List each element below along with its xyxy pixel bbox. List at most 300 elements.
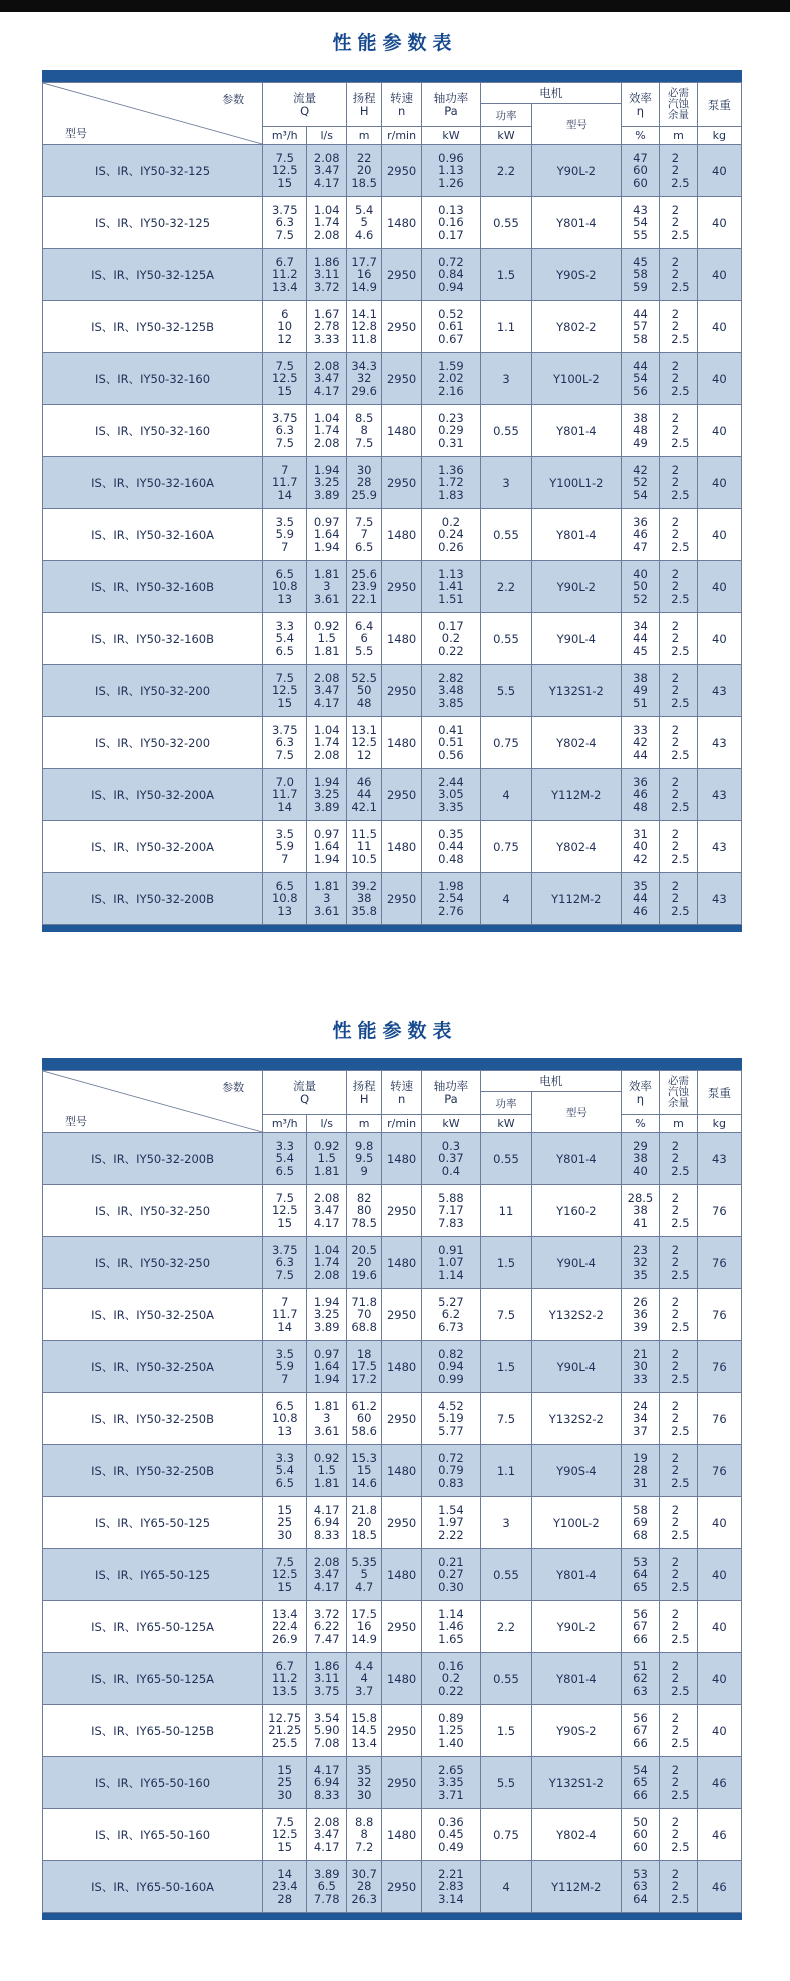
model-cell: IS、IR、IY65-50-125B [43, 1705, 263, 1757]
flow-ls-cell [307, 1341, 347, 1393]
motor-power-cell: 2.2 [480, 1601, 531, 1653]
head-cell-value: 32 [356, 371, 372, 385]
flow-m3h-cell [263, 197, 307, 249]
head-cell [347, 1133, 382, 1185]
weight-cell: 46 [697, 1757, 741, 1809]
head-cell-value: 28 [356, 475, 372, 489]
flow-m3h-cell [263, 613, 307, 665]
flow-m3h-cell-value: 25 [277, 1515, 293, 1529]
motor-model-cell: Y801-4 [532, 405, 622, 457]
npsh-cell-value: 2 [671, 1515, 680, 1529]
shaft-power-cell [421, 1601, 480, 1653]
shaft-power-cell [421, 249, 480, 301]
shaft-power-cell-value: 0.21 [438, 1554, 464, 1569]
efficiency-cell-value: 31 [633, 1475, 648, 1490]
flow-ls-cell-value: 2.08 [313, 435, 340, 450]
motor-power-cell: 3 [480, 457, 531, 509]
shaft-power-cell-value: 0.79 [438, 1463, 464, 1477]
head-cell-value: 80 [356, 1203, 372, 1217]
flow-m3h-cell-value: 13 [277, 591, 293, 606]
shaft-power-cell-value: 1.65 [438, 1631, 464, 1646]
head-cell-value: 15.3 [351, 1450, 377, 1465]
head-cell-value: 60 [356, 1411, 372, 1425]
shaft-power-cell-value: 0.22 [438, 1683, 464, 1698]
motor-model-cell: Y160-2 [532, 1185, 622, 1237]
flow-ls-cell-value: 4.17 [313, 695, 340, 710]
flow-m3h-cell-value: 3.3 [275, 618, 294, 633]
flow-m3h-cell [263, 1497, 307, 1549]
flow-ls-cell-value: 4.17 [313, 1215, 340, 1230]
npsh-cell-value: 2.5 [671, 1163, 690, 1178]
efficiency-cell-value: 35 [633, 878, 648, 893]
flow-m3h-cell-value: 12.5 [271, 163, 298, 177]
head-cell-value: 11.8 [351, 331, 377, 346]
shaft-power-cell-value: 0.27 [438, 1567, 464, 1581]
motor-power-cell: 4 [480, 873, 531, 925]
speed-cell: 2950 [382, 1705, 422, 1757]
npsh-cell-value: 2 [671, 163, 680, 177]
model-cell: IS、IR、IY65-50-125 [43, 1497, 263, 1549]
top-black-bar [0, 0, 790, 12]
speed-cell: 2950 [382, 1393, 422, 1445]
motor-model-cell: Y802-4 [532, 821, 622, 873]
table-row [43, 197, 742, 249]
npsh-cell-value: 2.5 [671, 331, 690, 346]
flow-m3h-cell-value: 3.3 [275, 1138, 294, 1153]
flow-m3h-cell [263, 301, 307, 353]
motor-model-cell: Y112M-2 [532, 1861, 622, 1913]
weight-cell: 43 [697, 717, 741, 769]
npsh-cell-value: 2 [671, 826, 680, 841]
shaft-power-cell-value: 0.17 [438, 618, 464, 633]
shaft-power-cell-value: 4.52 [438, 1398, 464, 1413]
head-cell-value: 8 [360, 423, 368, 437]
npsh-cell-value: 2.5 [671, 1215, 690, 1230]
flow-ls-cell-value: 1.64 [313, 839, 340, 853]
flow-ls-cell-value: 2.08 [313, 1554, 340, 1569]
npsh-cell-value: 2.5 [671, 1579, 690, 1594]
flow-ls-cell-value: 1.86 [313, 254, 340, 269]
flow-m3h-cell-value: 6.7 [275, 1658, 294, 1673]
efficiency-header: 效率 η [621, 83, 660, 127]
shaft-power-cell-value: 2.76 [438, 903, 464, 918]
efficiency-cell-value: 58 [633, 1502, 648, 1517]
flow-m3h-cell [263, 509, 307, 561]
weight-cell: 40 [697, 1601, 741, 1653]
flow-ls-cell-value: 4.17 [313, 1762, 340, 1777]
efficiency-cell-value: 44 [633, 747, 648, 762]
speed-cell: 2950 [382, 457, 422, 509]
flow-m3h-cell-value: 6.5 [275, 878, 294, 893]
flow-ls-cell-value: 1.64 [313, 527, 340, 541]
head-cell-value: 25.6 [351, 566, 377, 581]
flow-ls-cell-value: 0.92 [313, 1450, 340, 1465]
model-cell: IS、IR、IY50-32-160A [43, 457, 263, 509]
motor-power-cell: 1.1 [480, 1445, 531, 1497]
unit-motor-power: kW [480, 1115, 531, 1133]
shaft-power-cell [421, 1861, 480, 1913]
shaft-power-cell-value: 1.13 [438, 163, 464, 177]
efficiency-cell-value: 31 [633, 826, 648, 841]
flow-ls-cell-value: 4.17 [313, 1839, 340, 1854]
npsh-cell [660, 145, 697, 197]
unit-npsh: m [660, 127, 697, 145]
efficiency-cell-value: 67 [633, 1723, 648, 1737]
npsh-cell [660, 1757, 697, 1809]
flow-m3h-cell-value: 7.5 [275, 747, 294, 762]
npsh-cell-value: 2 [671, 1762, 680, 1777]
flow-m3h-cell [263, 821, 307, 873]
flow-ls-cell-value: 1.94 [313, 1371, 340, 1386]
npsh-cell-value: 2 [671, 683, 680, 697]
head-cell-value: 32 [356, 1775, 372, 1789]
npsh-cell-value: 2 [671, 1502, 680, 1517]
npsh-cell-value: 2.5 [671, 903, 690, 918]
flow-m3h-cell-value: 12 [277, 331, 293, 346]
shaft-power-cell-value: 0.94 [438, 279, 464, 294]
flow-ls-cell-value: 3.47 [313, 1203, 340, 1217]
motor-power-cell: 1.1 [480, 301, 531, 353]
head-cell-value: 20 [356, 1255, 372, 1269]
npsh-cell-value: 2 [671, 566, 680, 581]
head-cell-value: 19.6 [351, 1267, 377, 1282]
flow-m3h-cell-value: 5.4 [275, 1151, 294, 1165]
motor-model-header: 型号 [532, 104, 622, 145]
head-cell-value: 6 [360, 631, 368, 645]
motor-model-cell: Y802-4 [532, 1809, 622, 1861]
npsh-cell-value: 2 [671, 1450, 680, 1465]
flow-m3h-cell-value: 7.5 [275, 1814, 294, 1829]
npsh-cell-value: 2.5 [671, 643, 690, 658]
shaft-power-cell-value: 0.49 [438, 1839, 464, 1854]
head-cell [347, 1289, 382, 1341]
flow-ls-cell-value: 1.5 [317, 1463, 336, 1477]
head-cell-value: 18.5 [351, 175, 377, 190]
weight-cell: 40 [697, 353, 741, 405]
shaft-power-cell [421, 613, 480, 665]
flow-ls-cell-value: 3.25 [313, 475, 340, 489]
shaft-power-cell-value: 0.3 [441, 1138, 461, 1153]
npsh-cell [660, 1497, 697, 1549]
npsh-header: 必需汽蚀余量 [660, 83, 697, 127]
flow-m3h-cell-value: 12.5 [271, 371, 298, 385]
npsh-cell [660, 873, 697, 925]
table-row [43, 1133, 742, 1185]
speed-cell: 2950 [382, 1185, 422, 1237]
speed-cell: 1480 [382, 509, 422, 561]
flow-m3h-cell-value: 3.5 [275, 826, 294, 841]
table-row [43, 145, 742, 197]
npsh-cell [660, 301, 697, 353]
flow-m3h-cell-value: 3.75 [271, 722, 298, 737]
flow-ls-cell-value: 4.17 [313, 1502, 340, 1517]
npsh-cell-value: 2 [671, 1307, 680, 1321]
shaft-power-cell-value: 1.41 [438, 579, 464, 593]
flow-m3h-cell-value: 7.5 [275, 1267, 294, 1282]
npsh-cell-value: 2 [671, 1463, 680, 1477]
head-cell [347, 665, 382, 717]
efficiency-cell-value: 52 [633, 475, 648, 489]
table-row [43, 1861, 742, 1913]
efficiency-cell-value: 29 [633, 1138, 648, 1153]
head-cell-value: 7.5 [355, 435, 374, 450]
efficiency-cell-value: 38 [633, 1151, 648, 1165]
spec-section-1 [0, 12, 790, 932]
speed-cell: 2950 [382, 1289, 422, 1341]
motor-model-header: 型号 [532, 1092, 622, 1133]
flow-ls-cell-value: 8.33 [313, 1527, 340, 1542]
flow-m3h-cell-value: 6.5 [275, 643, 294, 658]
head-cell-value: 12.8 [351, 319, 377, 333]
efficiency-cell-value: 41 [633, 1215, 648, 1230]
head-cell-value: 58.6 [351, 1423, 377, 1438]
shaft-power-cell [421, 1445, 480, 1497]
shaft-power-cell [421, 1341, 480, 1393]
flow-ls-cell-value: 2.08 [313, 670, 340, 685]
speed-cell: 2950 [382, 145, 422, 197]
efficiency-cell-value: 56 [633, 383, 648, 398]
head-cell-value: 14.6 [351, 1475, 377, 1490]
flow-m3h-cell-value: 5.4 [275, 631, 294, 645]
flow-m3h-cell-value: 7 [281, 1294, 289, 1309]
speed-cell: 1480 [382, 1133, 422, 1185]
motor-model-cell: Y90L-4 [532, 613, 622, 665]
weight-cell: 76 [697, 1341, 741, 1393]
head-cell-value: 6.4 [355, 618, 374, 633]
efficiency-cell-value: 60 [633, 175, 648, 190]
shaft-power-cell-value: 3.85 [438, 695, 464, 710]
shaft-power-cell [421, 1133, 480, 1185]
npsh-cell-value: 2 [671, 1710, 680, 1725]
npsh-cell-value: 2 [671, 1151, 680, 1165]
efficiency-cell-value: 55 [633, 227, 648, 242]
npsh-cell-value: 2 [671, 1190, 680, 1205]
motor-model-cell: Y801-4 [532, 1133, 622, 1185]
shaft-power-cell [421, 1653, 480, 1705]
flow-ls-cell-value: 6.94 [313, 1515, 340, 1529]
head-cell-value: 4.7 [355, 1579, 374, 1594]
table-row [43, 1757, 742, 1809]
flow-ls-cell-value: 1.94 [313, 462, 340, 477]
table-row [43, 1185, 742, 1237]
motor-model-cell: Y90L-4 [532, 1341, 622, 1393]
flow-m3h-cell-value: 28 [277, 1891, 293, 1906]
npsh-cell [660, 249, 697, 301]
shaft-power-cell-value: 0.67 [438, 331, 464, 346]
weight-cell: 46 [697, 1809, 741, 1861]
motor-power-cell: 7.5 [480, 1393, 531, 1445]
flow-ls-cell [307, 457, 347, 509]
head-cell [347, 405, 382, 457]
model-cell: IS、IR、IY65-50-125A [43, 1601, 263, 1653]
efficiency-cell-value: 36 [633, 514, 648, 529]
flow-ls-cell [307, 197, 347, 249]
unit-flow-ls: l/s [307, 127, 347, 145]
table-row [43, 509, 742, 561]
npsh-cell [660, 1549, 697, 1601]
shaft-power-cell [421, 405, 480, 457]
efficiency-cell-value: 66 [633, 1735, 648, 1750]
head-cell-value: 71.8 [351, 1294, 377, 1309]
efficiency-cell-value: 42 [633, 851, 648, 866]
npsh-cell-value: 2 [671, 475, 680, 489]
efficiency-cell [621, 1601, 660, 1653]
flow-ls-cell-value: 0.97 [313, 1346, 340, 1361]
shaft-power-cell [421, 509, 480, 561]
npsh-cell [660, 1393, 697, 1445]
efficiency-cell [621, 509, 660, 561]
head-cell [347, 561, 382, 613]
flow-m3h-cell [263, 457, 307, 509]
efficiency-cell [621, 145, 660, 197]
motor-power-cell: 7.5 [480, 1289, 531, 1341]
weight-cell: 76 [697, 1445, 741, 1497]
shaft-power-cell-value: 3.48 [438, 683, 464, 697]
efficiency-cell-value: 60 [633, 163, 648, 177]
speed-cell: 2950 [382, 1601, 422, 1653]
head-cell [347, 1757, 382, 1809]
flow-ls-cell-value: 1.74 [313, 1255, 340, 1269]
npsh-cell-value: 2 [671, 371, 680, 385]
head-cell-value: 5.35 [351, 1554, 377, 1569]
npsh-cell-value: 2 [671, 735, 680, 749]
efficiency-cell-value: 52 [633, 591, 648, 606]
head-cell [347, 509, 382, 561]
head-cell-value: 8 [360, 1827, 368, 1841]
npsh-cell-value: 2.5 [671, 1319, 690, 1334]
shaft-power-cell-value: 7.17 [438, 1203, 464, 1217]
flow-ls-cell-value: 4.17 [313, 1579, 340, 1594]
weight-cell: 40 [697, 613, 741, 665]
npsh-cell [660, 405, 697, 457]
flow-ls-cell-value: 1.74 [313, 423, 340, 437]
efficiency-cell [621, 1445, 660, 1497]
table-row [43, 353, 742, 405]
shaft-power-cell [421, 561, 480, 613]
shaft-power-cell-value: 0.23 [438, 410, 464, 425]
efficiency-cell [621, 1757, 660, 1809]
shaft-power-cell-value: 1.46 [438, 1619, 464, 1633]
head-cell [347, 1393, 382, 1445]
efficiency-cell-value: 28 [633, 1463, 648, 1477]
head-cell-value: 70 [356, 1307, 372, 1321]
motor-model-cell: Y802-4 [532, 717, 622, 769]
npsh-header: 必需汽蚀余量 [660, 1071, 697, 1115]
efficiency-header: 效率 η [621, 1071, 660, 1115]
npsh-cell-value: 2 [671, 1619, 680, 1633]
flow-ls-cell [307, 249, 347, 301]
flow-m3h-cell-value: 3.5 [275, 514, 294, 529]
flow-m3h-cell [263, 1549, 307, 1601]
head-header: 扬程 H [347, 83, 382, 127]
efficiency-cell-value: 66 [633, 1631, 648, 1646]
npsh-cell-value: 2 [671, 215, 680, 229]
head-cell-value: 14.1 [351, 306, 377, 321]
model-cell: IS、IR、IY50-32-160A [43, 509, 263, 561]
efficiency-cell-value: 47 [633, 150, 648, 165]
npsh-cell [660, 665, 697, 717]
motor-model-cell: Y801-4 [532, 197, 622, 249]
flow-m3h-cell [263, 1341, 307, 1393]
flow-ls-cell [307, 1445, 347, 1497]
flow-m3h-cell [263, 1289, 307, 1341]
shaft-power-cell-value: 0.44 [438, 839, 464, 853]
head-cell-value: 5.5 [355, 643, 374, 658]
efficiency-cell-value: 39 [633, 1319, 648, 1334]
head-cell [347, 1601, 382, 1653]
efficiency-cell-value: 49 [633, 435, 648, 450]
head-cell-value: 17.7 [351, 254, 377, 269]
shaft-power-cell-value: 7.83 [438, 1215, 464, 1230]
efficiency-cell-value: 43 [633, 202, 648, 217]
flow-m3h-cell-value: 7.5 [275, 358, 294, 373]
shaft-power-cell-value: 5.88 [438, 1190, 464, 1205]
npsh-cell-value: 2.5 [671, 279, 690, 294]
shaft-power-cell-value: 0.52 [438, 306, 464, 321]
shaft-power-cell-value: 0.4 [441, 1163, 461, 1178]
motor-power-cell: 0.55 [480, 1549, 531, 1601]
speed-cell: 1480 [382, 821, 422, 873]
weight-cell: 43 [697, 821, 741, 873]
flow-m3h-cell-value: 6.3 [275, 423, 294, 437]
shaft-power-cell-value: 0.48 [438, 851, 464, 866]
flow-m3h-cell-value: 3.3 [275, 1450, 294, 1465]
flow-ls-cell-value: 2.08 [313, 1267, 340, 1282]
flow-m3h-cell [263, 665, 307, 717]
npsh-cell-value: 2.5 [671, 1527, 690, 1542]
flow-m3h-cell-value: 10.8 [271, 579, 298, 593]
head-cell-value: 12 [356, 747, 372, 762]
shaft-power-cell-value: 0.91 [438, 1242, 464, 1257]
shaft-power-cell-value: 0.51 [438, 735, 464, 749]
table-frame [42, 70, 742, 932]
head-cell [347, 821, 382, 873]
shaft-power-cell [421, 1289, 480, 1341]
shaft-power-cell [421, 1809, 480, 1861]
motor-model-cell: Y90S-2 [532, 1705, 622, 1757]
flow-ls-cell-value: 2.08 [313, 1190, 340, 1205]
table-row [43, 873, 742, 925]
flow-m3h-cell-value: 25.5 [271, 1735, 298, 1750]
model-cell: IS、IR、IY50-32-125A [43, 249, 263, 301]
flow-m3h-cell-value: 11.7 [271, 1307, 298, 1321]
shaft-power-cell-value: 1.14 [438, 1606, 464, 1621]
motor-model-cell: Y90S-2 [532, 249, 622, 301]
flow-m3h-cell-value: 15 [277, 1502, 293, 1517]
head-cell-value: 48 [356, 695, 372, 710]
motor-model-cell: Y90L-2 [532, 1601, 622, 1653]
npsh-cell-value: 2 [671, 319, 680, 333]
flow-ls-cell-value: 1.81 [313, 566, 340, 581]
model-cell: IS、IR、IY50-32-250B [43, 1445, 263, 1497]
flow-ls-cell-value: 1.04 [313, 722, 340, 737]
motor-model-cell: Y132S1-2 [532, 665, 622, 717]
shaft-power-cell-value: 0.2 [441, 514, 461, 529]
npsh-cell-value: 2 [671, 267, 680, 281]
head-cell [347, 1237, 382, 1289]
unit-speed: r/min [382, 127, 422, 145]
flow-m3h-cell-value: 5.9 [275, 527, 294, 541]
efficiency-cell [621, 457, 660, 509]
shaft-power-cell-value: 3.71 [438, 1787, 464, 1802]
head-cell-value: 39.2 [351, 878, 377, 893]
head-cell [347, 1549, 382, 1601]
weight-cell: 43 [697, 1133, 741, 1185]
flow-m3h-cell [263, 405, 307, 457]
flow-ls-cell-value: 3.72 [313, 1606, 340, 1621]
flow-m3h-cell [263, 1861, 307, 1913]
flow-m3h-cell [263, 249, 307, 301]
